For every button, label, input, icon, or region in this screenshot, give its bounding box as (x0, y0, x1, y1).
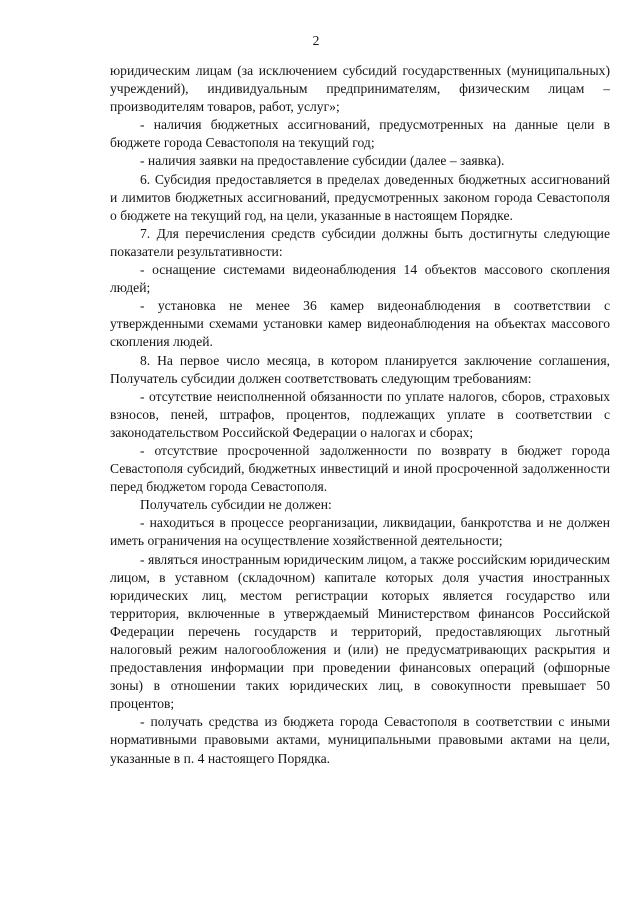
paragraph: - установка не менее 36 камер видеонаблюдения в соответствии с утвержденными схемами установки камер видеонаблюдения на объектах массового скопления людей. (110, 298, 610, 350)
paragraph: - находиться в процессе реорганизации, ликвидации, банкротства и не должен иметь ограничения на осуществление хозяйственной деятельности; (110, 515, 610, 549)
paragraph: - наличия заявки на предоставление субсидии (далее – заявка). (140, 153, 505, 169)
paragraph: - оснащение системами видеонаблюдения 14 объектов массового скопления людей; (110, 262, 610, 296)
page-number: 2 (312, 33, 320, 48)
document-body (110, 62, 610, 768)
paragraph: - отсутствие просроченной задолженности по возврату в бюджет города Севастополя субсидий, бюджетных инвестиций и иной просроченной задолженности перед бюджетом города Севастополя. (110, 442, 610, 495)
paragraph: 8. На первое число месяца, в котором планируется заключение соглашения, Получатель субсидии должен соответствовать следующим требованиям: (110, 352, 610, 386)
paragraph: юридическим лицам (за исключением субсидий государственных (муниципальных) учреждений), индивидуальным предпринимателям, физическим лицам – производителям товаров, работ, услуг»; (110, 63, 610, 115)
paragraph: 6. Субсидия предоставляется в пределах доведенных бюджетных ассигнований и лимитов бюджетных ассигнований, предусмотренных законом города Севастополя о бюджете на текущий год, на цели, указанные в настоящем Порядке. (110, 171, 610, 223)
paragraph: - отсутствие неисполненной обязанности по уплате налогов, сборов, страховых взносов, пеней, штрафов, процентов, подлежащих уплате в соответствии с законодательством Российской Федерации о налогах и сборах; (110, 388, 610, 440)
paragraph: - получать средства из бюджета города Севастополя в соответствии с иными нормативными правовыми актами, муниципальными правовыми актами на цели, указанные в п. 4 настоящего Порядка. (110, 714, 610, 766)
paragraph: 7. Для перечисления средств субсидии должны быть достигнуты следующие показатели результативности: (110, 225, 610, 259)
paragraph: - наличия бюджетных ассигнований, предусмотренных на данные цели в бюджете города Севастополя на текущий год; (110, 117, 610, 151)
paragraph: - являться иностранным юридическим лицом, а также российским юридическим лицом, в уставном (складочном) капитале которых доля участия иностранных юридических лиц, местом регистрации которых является государство или территория, включенные в утверждаемый Министерством финансов Российской Федерации перечень государств и территорий, предоставляющих льготный налоговый режим налогообложения и (или) не предусматривающих раскрытия и предоставления информации при проведении финансовых операций (офшорные зоны) в отношении таких юридических лиц, в совокупности превышает 50 процентов; (110, 551, 610, 712)
paragraph: Получатель субсидии не должен: (140, 497, 332, 513)
